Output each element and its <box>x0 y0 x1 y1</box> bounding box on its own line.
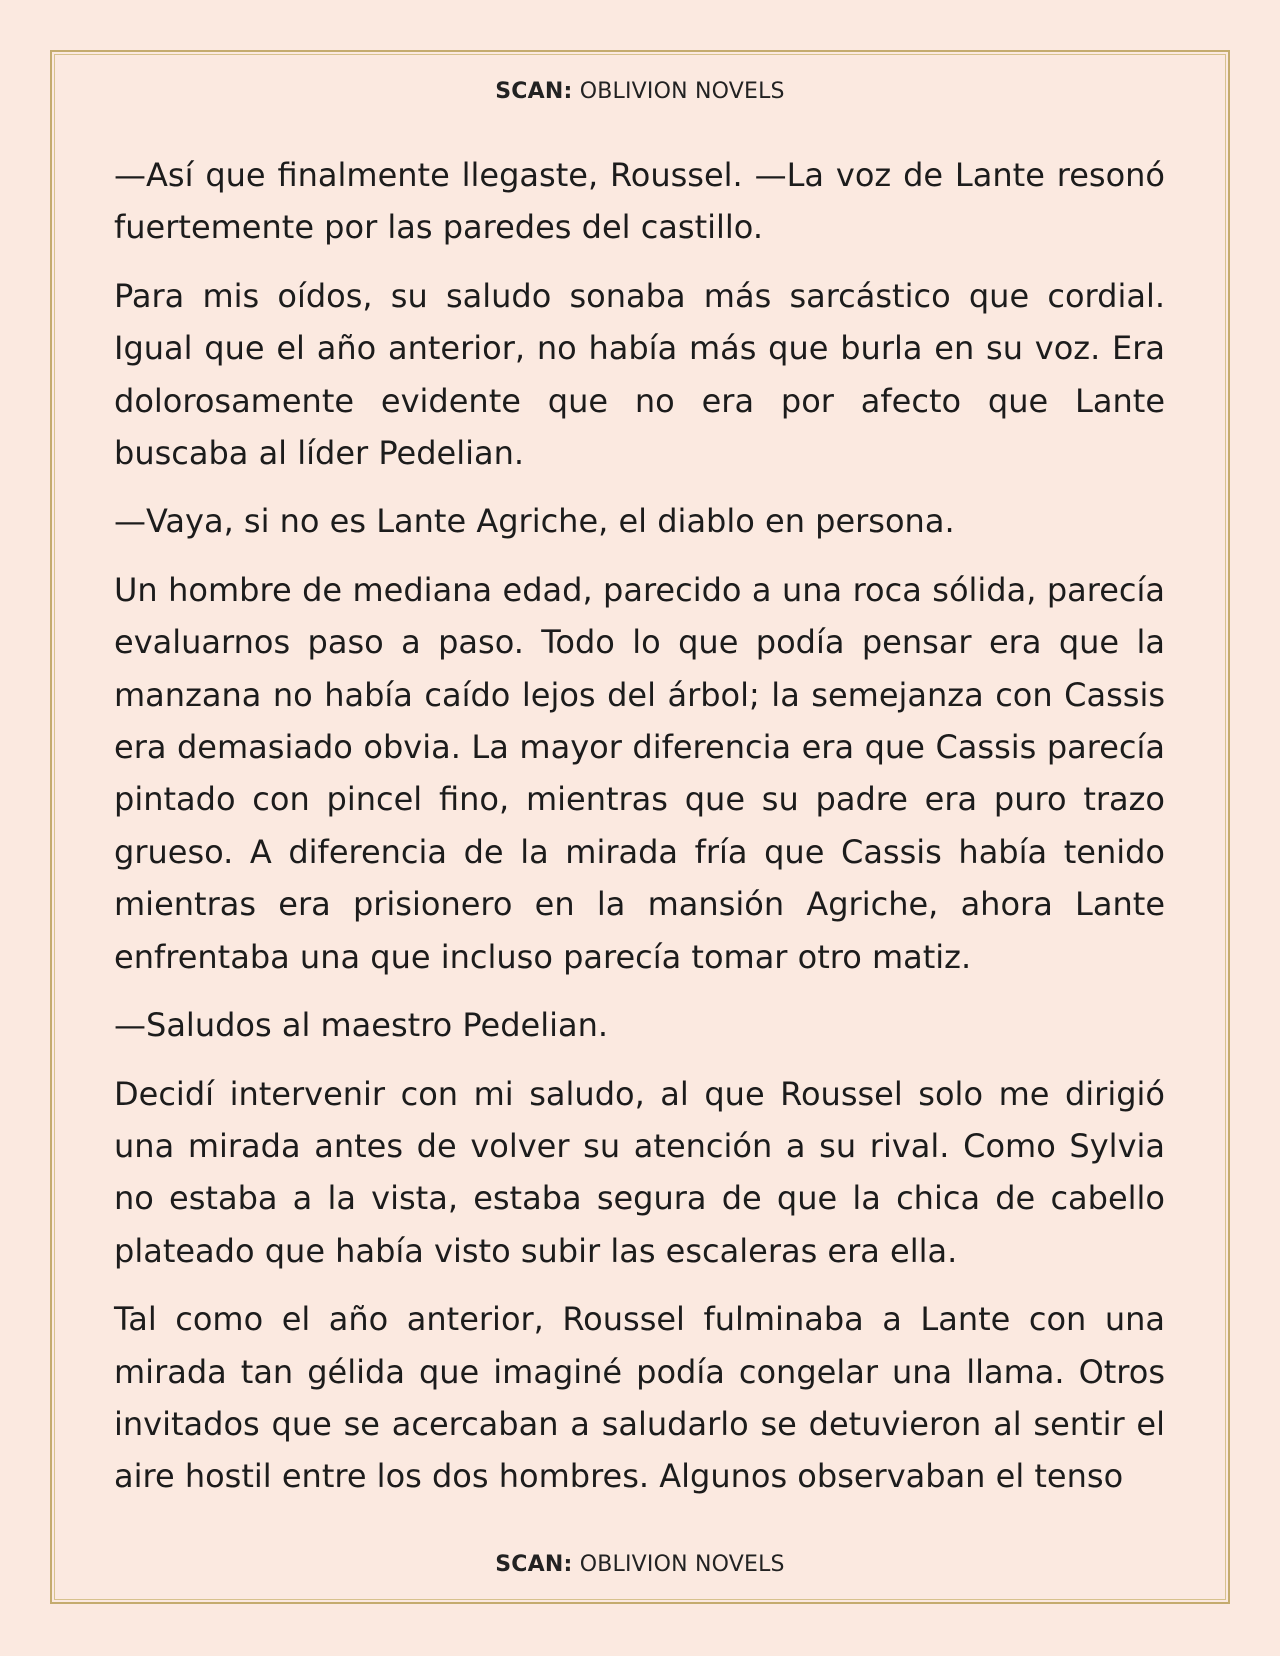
header-credit <box>0 78 1280 106</box>
paragraph: —Saludos al maestro Pedelian. <box>114 1006 609 1045</box>
paragraph: Un hombre de mediana edad, parecido a una roca sólida, parecía evaluarnos paso a paso. Todo lo que podía pensar era que la manzana no había caído lejos del árbol; la semejanza con Cassis era demasiado obvia. La mayor diferencia era que Cassis parecía pintado con pincel fino, mientras que su padre era puro trazo grueso. A diferencia de la mirada fría que Cassis había tenido mientras era prisionero en la mansión Agriche, ahora Lante enfrentaba una que incluso parecía tomar otro matiz. <box>114 570 1165 976</box>
paragraph: Tal como el año anterior, Roussel fulminaba a Lante con una mirada tan gélida que imaginé podía congelar una llama. Otros invitados que se acercaban a saludarlo se detuvieron al sentir el aire hostil entre los dos hombres. Algunos observaban el tenso <box>114 1300 1165 1496</box>
footer-source: OBLIVION NOVELS <box>579 1552 785 1577</box>
footer-credit <box>0 1551 1280 1579</box>
page-body <box>114 149 1165 1519</box>
paragraph: —Así que finalmente llegaste, Roussel. —La voz de Lante resonó fuertemente por las paredes del castillo. <box>114 156 1165 247</box>
paragraph: Para mis oídos, su saludo sonaba más sarcástico que cordial. Igual que el año anterior, no había más que burla en su voz. Era dolorosamente evidente que no era por afecto que Lante buscaba al líder Pedelian. <box>114 276 1165 473</box>
footer-scan-label: SCAN: <box>495 1552 573 1577</box>
header-scan-label: SCAN: <box>495 79 573 104</box>
header-source: OBLIVION NOVELS <box>579 79 785 104</box>
paragraph: —Vaya, si no es Lante Agriche, el diablo en persona. <box>114 502 955 541</box>
paragraph: Decidí intervenir con mi saludo, al que Roussel solo me dirigió una mirada antes de volver su atención a su rival. Como Sylvia no estaba a la vista, estaba segura de que la chica de cabello plateado que había visto subir las escaleras era ella. <box>114 1074 1165 1270</box>
